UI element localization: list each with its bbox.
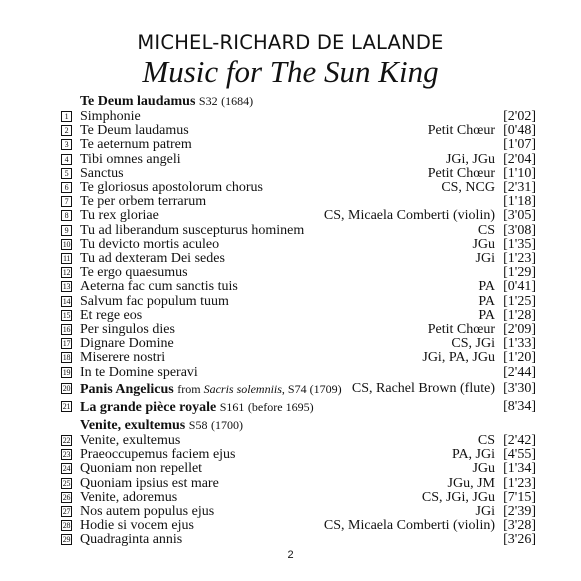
work-title: Venite, exultemus <box>80 418 186 433</box>
track-performers: PA, JGi <box>451 447 495 463</box>
track-number: 27 <box>62 507 71 516</box>
track-performers: PA <box>478 307 495 323</box>
track-number: 11 <box>62 254 71 263</box>
track-number: 15 <box>62 310 71 320</box>
track-performers: JGi, JGu <box>445 151 495 167</box>
track-performers: Petit Chœur <box>427 123 495 139</box>
track-number: 3 <box>61 139 72 150</box>
track-duration: [2'42] <box>503 433 536 448</box>
track-performers: CS, Micaela Comberti (violin) <box>323 518 495 534</box>
track-performers: PA <box>478 279 495 295</box>
track-title: Venite, adoremus <box>80 489 178 505</box>
track-row <box>0 519 581 533</box>
track-duration: [1'29] <box>503 265 536 281</box>
track-performers: CS <box>477 222 495 238</box>
track-row <box>0 124 581 138</box>
track-duration: [2'31] <box>503 180 536 195</box>
track-title: Te Deum laudamus <box>80 123 189 139</box>
track-number: 18 <box>62 353 71 363</box>
track-title <box>80 400 314 415</box>
track-duration: [7'15] <box>503 489 536 505</box>
track-title: Dignare Domine <box>80 336 174 352</box>
track-number: 7 <box>61 196 72 207</box>
work-date: (1684) <box>221 94 254 108</box>
track-row <box>0 337 581 351</box>
track-title: In te Domine speravi <box>80 364 198 380</box>
track-performers: Petit Chœur <box>427 322 495 337</box>
track-number: 29 <box>62 535 71 545</box>
track-row <box>0 400 581 416</box>
track-row <box>0 153 581 167</box>
track-duration: [3'05] <box>503 208 536 224</box>
track-row <box>0 181 581 195</box>
track-number: 10 <box>62 239 71 249</box>
track-title: Miserere nostri <box>80 350 166 366</box>
track-title: Hodie si vocem ejus <box>80 518 194 534</box>
track-duration: [1'33] <box>503 336 536 352</box>
track-title: Quoniam non repellet <box>80 461 203 477</box>
track-number: 5 <box>61 168 72 179</box>
track-title: Tu devicto mortis aculeo <box>80 236 220 252</box>
work-title: Te Deum laudamus <box>80 94 196 109</box>
track-duration: [8'34] <box>503 399 536 414</box>
track-duration: [1'23] <box>503 475 536 491</box>
track-number: 19 <box>62 367 71 377</box>
track-number: 20 <box>62 384 71 393</box>
track-number: 17 <box>62 339 71 349</box>
track-row <box>0 252 581 266</box>
track-number: 4 <box>61 154 72 165</box>
track-performers: CS, NCG <box>441 180 495 195</box>
track-number: 13 <box>62 282 71 292</box>
track-row <box>0 309 581 323</box>
track-performers: CS, Rachel Brown (flute) <box>351 381 495 396</box>
track-duration: [1'28] <box>503 307 536 323</box>
track-duration: [1'34] <box>503 461 536 477</box>
track-number: 16 <box>62 325 71 334</box>
track-title: Simphonie <box>80 109 141 124</box>
page-number: 2 <box>287 549 294 561</box>
track-performers: JGi, PA, JGu <box>422 350 495 366</box>
track-title: Et rege eos <box>80 307 143 323</box>
track-title: Te ergo quaesumus <box>80 265 188 281</box>
track-title: Aeterna fac cum sanctis tuis <box>80 279 238 295</box>
track-title: Per singulos dies <box>80 322 175 337</box>
track-performers: PA <box>478 293 495 309</box>
track-title: Te aeternum patrem <box>80 137 192 153</box>
track-row <box>0 462 581 476</box>
track-number: 21 <box>62 402 71 411</box>
track-row <box>0 533 581 547</box>
track-number: 23 <box>62 450 71 460</box>
track-row <box>0 266 581 280</box>
track-number: 6 <box>61 182 72 193</box>
work-catalogue: , S74 <box>281 382 307 396</box>
track-performers: JGi <box>475 251 495 266</box>
track-duration: [1'20] <box>503 350 536 366</box>
track-duration: [0'41] <box>503 279 536 295</box>
track-row <box>0 505 581 519</box>
track-performers: CS, JGi, JGu <box>421 489 495 505</box>
track-title: Sanctus <box>80 165 124 181</box>
work-date: (1709) <box>309 382 342 396</box>
track-number: 9 <box>61 225 72 236</box>
track-row <box>0 167 581 181</box>
track-duration: [1'18] <box>503 194 536 210</box>
track-duration: [3'26] <box>503 532 536 548</box>
track-duration: [3'30] <box>503 381 536 396</box>
source-title: Sacris solemniis <box>203 382 282 396</box>
track-performers: JGu <box>472 236 495 252</box>
work-catalogue: S161 <box>219 400 245 414</box>
track-row <box>0 280 581 294</box>
track-row <box>0 448 581 462</box>
track-duration: [2'02] <box>503 109 536 124</box>
track-duration: [0'48] <box>503 123 536 139</box>
work-title: Panis Angelicus <box>80 382 174 397</box>
track-title: Quoniam ipsius est mare <box>80 475 219 491</box>
track-title: Praeoccupemus faciem ejus <box>80 447 236 463</box>
track-performers: Petit Chœur <box>427 165 495 181</box>
track-duration: [1'25] <box>503 293 536 309</box>
track-title: Salvum fac populum tuum <box>80 293 229 309</box>
track-row <box>0 295 581 309</box>
track-number: 14 <box>62 296 71 306</box>
track-duration: [2'44] <box>503 364 536 380</box>
track-title: Te per orbem terrarum <box>80 194 207 210</box>
track-row <box>0 477 581 491</box>
track-performers: CS, Micaela Comberti (violin) <box>323 208 495 224</box>
track-row <box>0 351 581 365</box>
track-performers: JGi <box>475 504 495 519</box>
track-row <box>0 238 581 252</box>
track-title <box>80 382 342 397</box>
track-duration: [2'09] <box>503 322 536 337</box>
track-performers: CS, JGi <box>451 336 495 352</box>
track-number: 28 <box>62 521 71 531</box>
track-title: Tibi omnes angeli <box>80 151 181 167</box>
track-performers: CS <box>477 433 495 448</box>
work-date: (before 1695) <box>247 400 314 414</box>
track-duration: [3'08] <box>503 222 536 238</box>
track-row <box>0 323 581 337</box>
track-title: Tu ad liberandum suscepturus hominem <box>80 222 305 238</box>
track-row <box>0 209 581 223</box>
track-row <box>0 434 581 448</box>
work-heading-venite <box>80 418 540 433</box>
track-title: Tu rex gloriae <box>80 208 159 224</box>
track-duration: [2'04] <box>503 151 536 167</box>
track-number: 24 <box>62 464 71 474</box>
work-catalogue: S58 <box>188 418 208 432</box>
track-number: 12 <box>62 268 71 278</box>
track-duration: [2'39] <box>503 504 536 519</box>
track-row <box>0 224 581 238</box>
track-number: 26 <box>62 492 71 502</box>
track-duration: [3'28] <box>503 518 536 534</box>
work-title: La grande pièce royale <box>80 400 217 415</box>
work-heading-te-deum <box>80 94 540 109</box>
track-number: 8 <box>61 210 72 221</box>
track-number: 22 <box>62 436 71 445</box>
composer-name: MICHEL-RICHARD DE LALANDE <box>137 31 444 54</box>
track-number: 2 <box>61 125 72 136</box>
track-row <box>0 138 581 152</box>
track-title: Venite, exultemus <box>80 433 181 448</box>
track-row <box>0 366 581 380</box>
work-source <box>177 382 341 396</box>
track-performers: JGu <box>472 461 495 477</box>
track-title: Nos autem populus ejus <box>80 504 215 519</box>
track-duration: [4'55] <box>503 447 536 463</box>
track-title: Quadraginta annis <box>80 532 183 548</box>
track-title: Te gloriosus apostolorum chorus <box>80 180 263 195</box>
track-title: Tu ad dexteram Dei sedes <box>80 251 225 266</box>
work-catalogue: S32 <box>198 94 218 108</box>
work-date: (1700) <box>210 418 243 432</box>
track-row <box>0 382 581 398</box>
source-prefix: from <box>177 382 201 396</box>
track-duration: [1'23] <box>503 251 536 266</box>
track-duration: [1'35] <box>503 236 536 252</box>
track-number: 1 <box>61 111 72 122</box>
track-row <box>0 110 581 124</box>
track-row <box>0 491 581 505</box>
track-row <box>0 195 581 209</box>
track-number: 25 <box>62 478 71 488</box>
album-title: Music for The Sun King <box>142 54 439 89</box>
track-duration: [1'07] <box>503 137 536 153</box>
track-performers: JGu, JM <box>447 475 495 491</box>
track-duration: [1'10] <box>503 165 536 181</box>
